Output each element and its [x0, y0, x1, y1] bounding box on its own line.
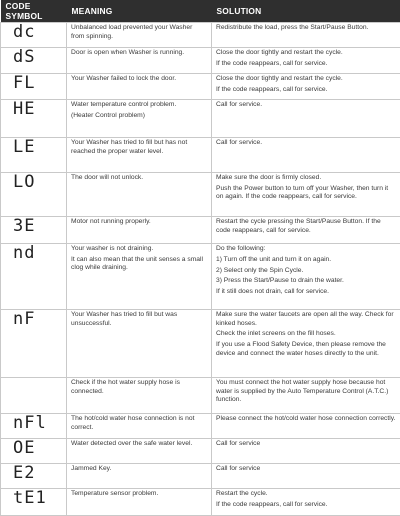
meaning-text: It can also mean that the unit senses a small clog while draining. [71, 256, 207, 273]
code-symbol: nF [1, 310, 67, 378]
code-symbol: FL [1, 74, 67, 100]
meaning-cell [67, 489, 212, 516]
solution-text: Close the door tightly and restart the cycle. [216, 75, 396, 84]
table-row [1, 100, 400, 138]
table-row [1, 464, 400, 489]
meaning-text: The door will not unlock. [71, 174, 207, 183]
solution-text: If the code reappears, call for service. [216, 501, 396, 510]
code-symbol: nFl [1, 414, 67, 439]
meaning-text: Your Washer has tried to fill but was unsuccessful. [71, 311, 207, 328]
solution-text: If the code reappears, call for service. [216, 60, 396, 69]
meaning-cell [67, 23, 212, 48]
meaning-text: (Heater Control problem) [71, 112, 207, 121]
solution-cell [212, 217, 400, 244]
code-symbol: LE [1, 138, 67, 173]
code-symbol [1, 378, 67, 414]
solution-text: Make sure the door is firmly closed. [216, 174, 396, 183]
table-row [1, 244, 400, 310]
solution-cell [212, 100, 400, 138]
solution-cell [212, 464, 400, 489]
header-code-symbol: CODE SYMBOL [1, 0, 67, 23]
meaning-cell [67, 464, 212, 489]
table-row [1, 310, 400, 378]
solution-text: If the code reappears, call for service. [216, 86, 396, 95]
table-row [1, 173, 400, 217]
meaning-cell [67, 173, 212, 217]
meaning-cell [67, 48, 212, 74]
solution-text: If it still does not drain, call for service. [216, 288, 396, 297]
code-symbol: nd [1, 244, 67, 310]
meaning-cell [67, 217, 212, 244]
meaning-cell [67, 74, 212, 100]
code-symbol: 3E [1, 217, 67, 244]
solution-text: Push the Power button to turn off your Washer, then turn it on again. If the code reappears, call for service. [216, 185, 396, 202]
table-row [1, 217, 400, 244]
meaning-text: Water detected over the safe water level. [71, 440, 207, 449]
solution-text: Redistribute the load, press the Start/Pause Button. [216, 24, 396, 33]
table-row [1, 48, 400, 74]
meaning-cell [67, 138, 212, 173]
solution-cell [212, 74, 400, 100]
table-row [1, 439, 400, 464]
table-row [1, 23, 400, 48]
header-solution: SOLUTION [212, 0, 400, 23]
meaning-text: Your Washer has tried to fill but has not reached the proper water level. [71, 139, 207, 156]
code-symbol: tE1 [1, 489, 67, 516]
solution-cell [212, 414, 400, 439]
solution-text: 2) Select only the Spin Cycle. [216, 267, 396, 276]
meaning-cell [67, 100, 212, 138]
meaning-text: Your washer is not draining. [71, 245, 207, 254]
code-symbol: dc [1, 23, 67, 48]
meaning-text: Jammed Key. [71, 465, 207, 474]
solution-text: 1) Turn off the unit and turn it on again. [216, 256, 396, 265]
table-row [1, 414, 400, 439]
table-header-row [1, 0, 400, 23]
solution-text: Call for service [216, 440, 396, 449]
meaning-cell [67, 310, 212, 378]
solution-text: Restart the cycle pressing the Start/Pause Button. If the code reappears, call for service. [216, 218, 396, 235]
solution-text: Call for service. [216, 139, 396, 148]
solution-text: If you use a Flood Safety Device, then please remove the device and connect the water hoses directly to the unit. [216, 341, 396, 358]
solution-cell [212, 310, 400, 378]
meaning-cell [67, 414, 212, 439]
solution-cell [212, 23, 400, 48]
meaning-text: The hot/cold water hose connection is not correct. [71, 415, 207, 432]
solution-text: Restart the cycle. [216, 490, 396, 499]
solution-text: Make sure the water faucets are open all the way. Check for kinked hoses. [216, 311, 396, 328]
header-meaning: MEANING [67, 0, 212, 23]
meaning-text: Temperature sensor problem. [71, 490, 207, 499]
meaning-cell [67, 244, 212, 310]
table-row [1, 74, 400, 100]
solution-cell [212, 48, 400, 74]
solution-text: Check the inlet screens on the fill hoses. [216, 330, 396, 339]
meaning-text: Door is open when Washer is running. [71, 49, 207, 58]
solution-text: You must connect the hot water supply hose because hot water is supplied by the Auto Temperature Control (A.T.C.) function. [216, 379, 396, 405]
solution-text: Call for service. [216, 101, 396, 110]
code-symbol: OE [1, 439, 67, 464]
meaning-text: Your Washer failed to lock the door. [71, 75, 207, 84]
meaning-text: Check if the hot water supply hose is connected. [71, 379, 207, 396]
table-row [1, 138, 400, 173]
code-symbol: E2 [1, 464, 67, 489]
meaning-text: Water temperature control problem. [71, 101, 207, 110]
meaning-text: Unbalanced load prevented your Washer from spinning. [71, 24, 207, 41]
code-symbol: dS [1, 48, 67, 74]
meaning-cell [67, 378, 212, 414]
solution-cell [212, 439, 400, 464]
solution-cell [212, 378, 400, 414]
solution-text: Close the door tightly and restart the cycle. [216, 49, 396, 58]
solution-cell [212, 489, 400, 516]
solution-text: Call for service [216, 465, 396, 474]
solution-text: 3) Press the Start/Pause to drain the water. [216, 277, 396, 286]
solution-text: Do the following: [216, 245, 396, 254]
solution-cell [212, 244, 400, 310]
solution-cell [212, 138, 400, 173]
meaning-text: Motor not running properly. [71, 218, 207, 227]
meaning-cell [67, 439, 212, 464]
code-symbol: HE [1, 100, 67, 138]
solution-cell [212, 173, 400, 217]
code-symbol: LO [1, 173, 67, 217]
solution-text: Please connect the hot/cold water hose connection correctly. [216, 415, 396, 424]
table-row [1, 378, 400, 414]
table-row [1, 489, 400, 516]
